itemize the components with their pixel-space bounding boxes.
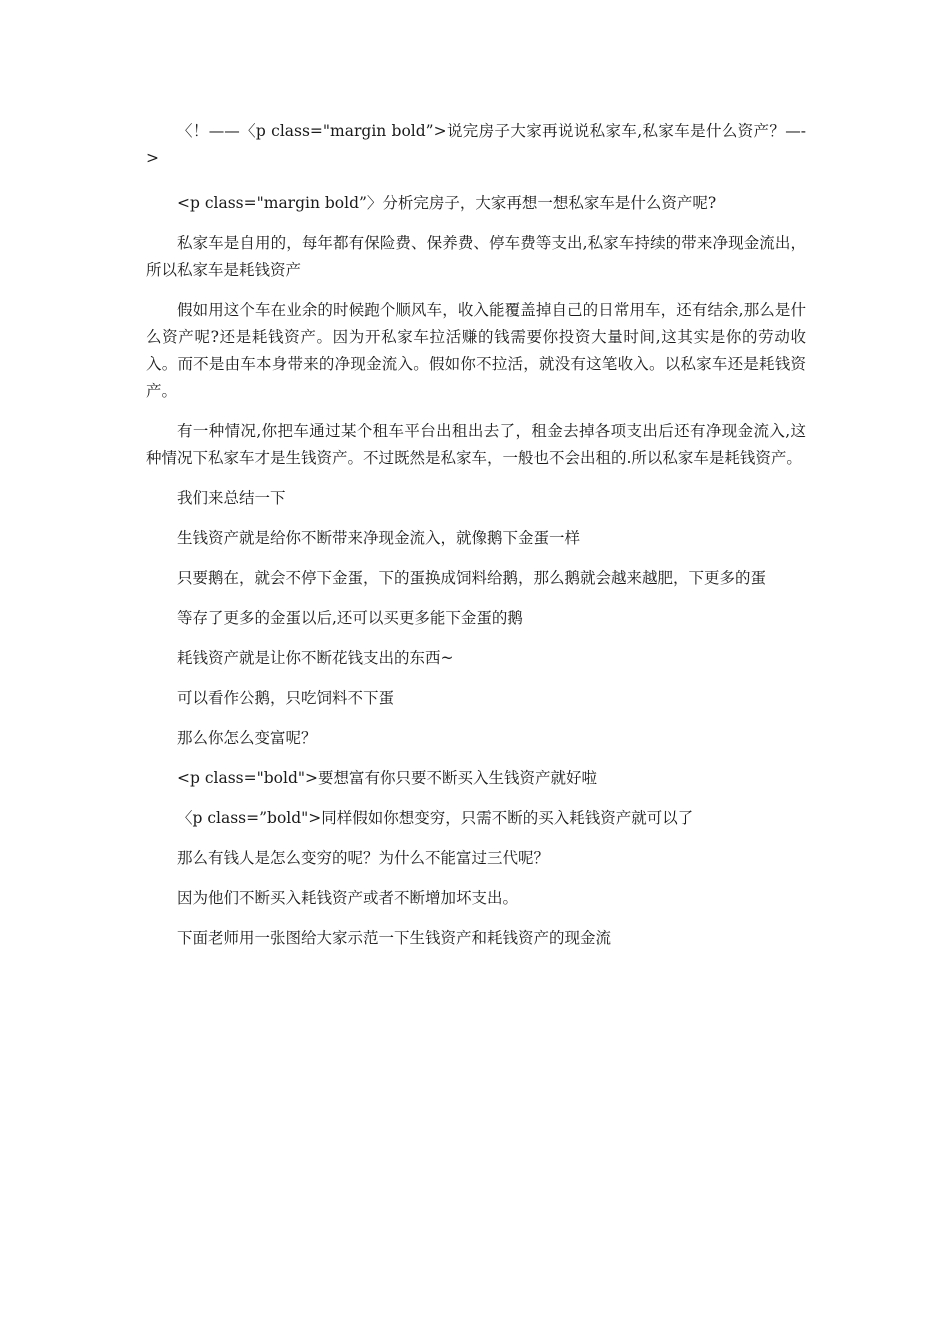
paragraph-car-expenses: 私家车是自用的，每年都有保险费、保养费、停车费等支出,私家车持续的带来净现金流出，所以私家车是耗钱资产: [146, 234, 806, 279]
paragraph-expense-asset-definition: 耗钱资产就是让你不断花钱支出的东西~: [177, 649, 454, 667]
paragraph-goose-eggs: 只要鹅在，就会不停下金蛋，下的蛋换成饲料给鹅，那么鹅就会越来越肥，下更多的蛋: [177, 569, 767, 587]
paragraph-car-question: <p class="margin bold”〉分析完房子，大家再想一想私家车是什么资产呢?: [177, 194, 717, 212]
paragraph-rich-become-poor-question: 那么有钱人是怎么变穷的呢？为什么不能富过三代呢？: [177, 849, 550, 867]
paragraph-rich-become-poor-answer: 因为他们不断买入耗钱资产或者不断增加坏支出。: [177, 889, 519, 907]
paragraph-comment-car-intro: 〈！——〈p class="margin bold”>说完房子大家再说说私家车,私家车是什么资产？—->: [146, 122, 806, 167]
paragraph-how-to-get-rich: 那么你怎么变富呢？: [177, 729, 317, 747]
document-body: [146, 118, 806, 965]
paragraph-cash-flow-diagram-intro: 下面老师用一张图给大家示范一下生钱资产和耗钱资产的现金流: [177, 929, 612, 947]
paragraph-gander: 可以看作公鹅，只吃饲料不下蛋: [177, 689, 395, 707]
paragraph-summary-heading: 我们来总结一下: [177, 489, 286, 507]
paragraph-get-poor-answer: 〈p class=”bold">同样假如你想变穷，只需不断的买入耗钱资产就可以了: [177, 809, 694, 827]
paragraph-car-rental: 有一种情况,你把车通过某个租车平台出租出去了，租金去掉各项支出后还有净现金流入,这种情况下私家车才是生钱资产。不过既然是私家车，一般也不会出租的.所以私家车是耗钱资产。: [146, 422, 806, 467]
paragraph-get-rich-answer: <p class="bold">要想富有你只要不断买入生钱资产就好啦: [177, 769, 597, 787]
paragraph-buy-more-geese: 等存了更多的金蛋以后,还可以买更多能下金蛋的鹅: [177, 609, 523, 627]
paragraph-ride-sharing: 假如用这个车在业余的时候跑个顺风车，收入能覆盖掉自己的日常用车，还有结余,那么是什么资产呢?还是耗钱资产。因为开私家车拉活赚的钱需要你投资大量时间,这其实是你的劳动收入。而不是由车本身带来的净现金流入。假如你不拉活，就没有这笔收入。以私家车还是耗钱资产。: [146, 301, 806, 400]
paragraph-income-asset-definition: 生钱资产就是给你不断带来净现金流入，就像鹅下金蛋一样: [177, 529, 581, 547]
